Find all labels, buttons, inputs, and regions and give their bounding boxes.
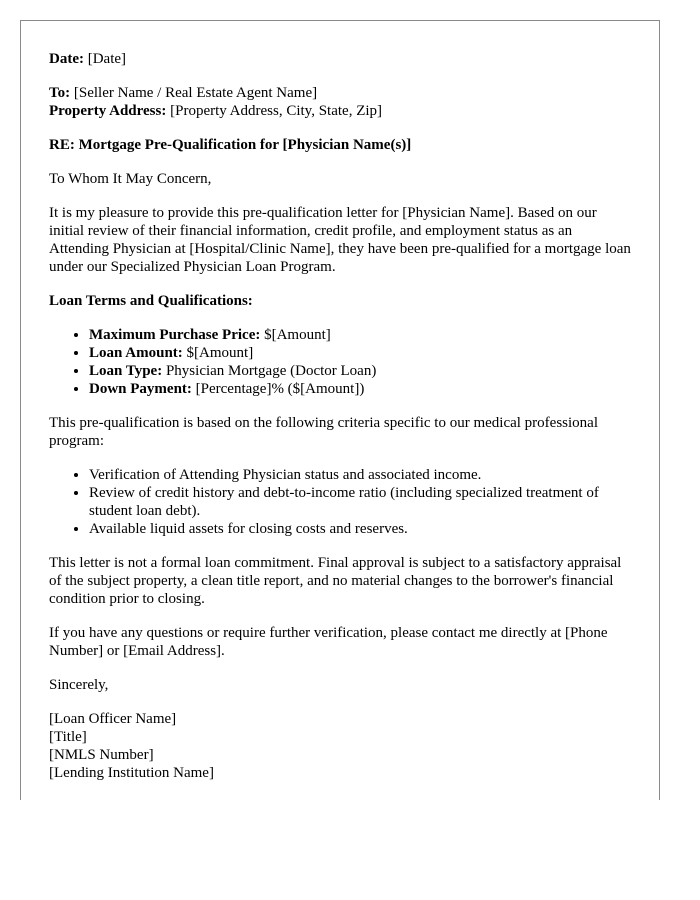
signature-block (49, 710, 631, 782)
to-value: [Seller Name / Real Estate Agent Name] (70, 85, 318, 101)
signature-title: [Title] (49, 729, 87, 745)
term-value: Physician Mortgage (Doctor Loan) (162, 363, 377, 379)
disclaimer-paragraph: This letter is not a formal loan commitment. Final approval is subject to a satisfactory appraisal of the subject property, a clean title report, and no material changes to the borrower's financial condition prior to closing. (49, 555, 622, 607)
list-item: • Available liquid assets for closing costs and reserves. (89, 520, 631, 538)
term-value: [Percentage]% ($[Amount]) (191, 381, 365, 397)
to-label: To: (49, 85, 71, 101)
term-label: Loan Amount: (89, 345, 183, 361)
terms-list (49, 326, 631, 398)
property-line (49, 102, 631, 120)
closing: Sincerely, (49, 677, 109, 693)
property-label: Property Address: (49, 103, 167, 119)
term-label: Loan Type: (89, 363, 163, 379)
signature-name: [Loan Officer Name] (49, 711, 177, 727)
date-value: [Date] (83, 51, 127, 67)
criteria-list (49, 466, 631, 538)
list-item (89, 362, 631, 380)
list-item (89, 344, 631, 362)
criteria-intro: This pre-qualification is based on the following criteria specific to our medical professional program: (49, 415, 598, 449)
term-label: Down Payment: (89, 381, 192, 397)
list-item: • Review of credit history and debt-to-income ratio (including specialized treatment of student loan debt). (89, 484, 631, 520)
date-line (49, 50, 631, 68)
recipient-block (49, 84, 631, 120)
terms-heading: Loan Terms and Qualifications: (49, 293, 253, 309)
to-line (49, 84, 631, 102)
property-value: [Property Address, City, State, Zip] (166, 103, 383, 119)
list-item: • Verification of Attending Physician status and associated income. (89, 466, 631, 484)
list-item (89, 380, 631, 398)
list-item (89, 326, 631, 344)
term-label: Maximum Purchase Price: (89, 327, 261, 343)
salutation: To Whom It May Concern, (49, 171, 212, 187)
term-value: $[Amount] (260, 327, 331, 343)
date-label: Date: (49, 51, 84, 67)
term-value: $[Amount] (182, 345, 254, 361)
letter-page (20, 20, 660, 800)
signature-institution: [Lending Institution Name] (49, 765, 214, 781)
subject-line: RE: Mortgage Pre-Qualification for [Physician Name(s)] (49, 137, 412, 153)
signature-nmls: [NMLS Number] (49, 747, 154, 763)
intro-paragraph: It is my pleasure to provide this pre-qualification letter for [Physician Name]. Based on our initial review of their financial information, credit profile, and employment status as an Attending Physician at [Hospital/Clinic Name], they have been pre-qualified for a mortgage loan under our Specialized Physician Loan Program. (49, 205, 631, 275)
contact-paragraph: If you have any questions or require further verification, please contact me directly at [Phone Number] or [Email Address]. (49, 625, 608, 659)
